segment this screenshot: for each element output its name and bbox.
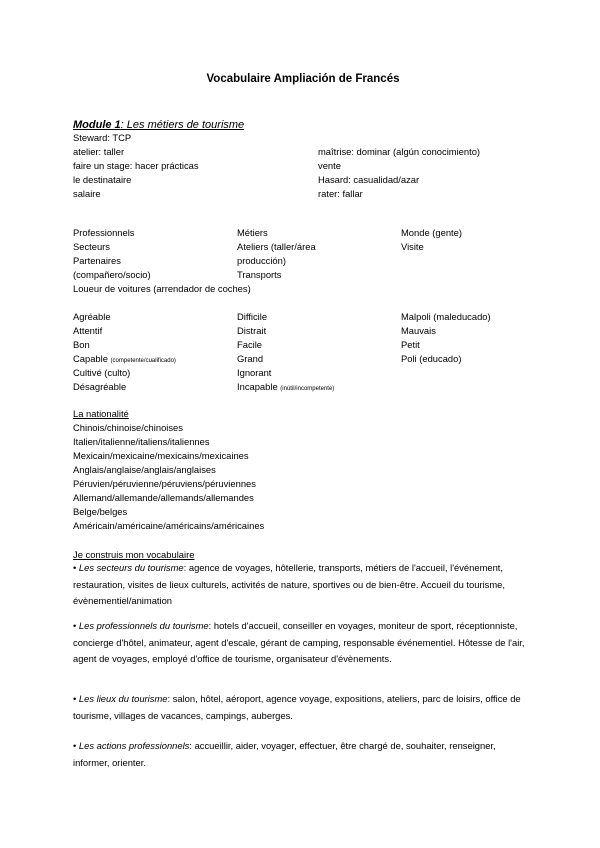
- adjective-item: Distrait: [237, 325, 267, 336]
- noun-item: (compañero/socio): [73, 269, 151, 280]
- adjective-note: (competente/cualificado): [110, 358, 176, 364]
- module-label: Module 1: [73, 119, 121, 131]
- nationalite-item: Chinois/chinoise/chinoises: [73, 422, 183, 433]
- vocab-label: Les secteurs du tourisme: [78, 562, 184, 573]
- vocab-line: atelier: taller: [73, 146, 125, 157]
- nationalite-item: Mexicain/mexicaine/mexicains/mexicaines: [73, 450, 249, 461]
- nouns-col-3: [401, 226, 462, 254]
- adjective-item: [237, 380, 334, 394]
- vocab-heading: Je construis mon vocabulaire: [73, 549, 195, 560]
- adjective-item: Difficile: [237, 311, 268, 322]
- adjectives-col-2: [237, 310, 334, 394]
- vocab-line: Hasard: casualidad/azar: [318, 174, 420, 185]
- nouns-col-1: [73, 226, 251, 296]
- basics-right: [318, 145, 480, 201]
- adjective-item: Attentif: [73, 325, 103, 336]
- adjective-word: Incapable: [237, 381, 278, 392]
- adjective-item: Ignorant: [237, 367, 272, 378]
- vocab-label: Les professionnels du tourisme: [78, 620, 209, 631]
- adjective-item: Grand: [237, 353, 264, 364]
- module-title: : Les métiers de tourisme: [120, 119, 245, 131]
- vocab-text: : hotels d'accueil, conseiller en voyages, moniteur de sport, réceptionniste, concierge d'hôtel, animateur, agent d'escale, gérant de camping, responsable événementiel. Hôtesse de l'air, agent de voyages, employé d'office de tourisme, organisateur d'évènements.: [73, 620, 525, 664]
- noun-item: Transports: [237, 269, 282, 280]
- vocab-line: faire un stage: hacer prácticas: [73, 160, 199, 171]
- adjective-item: Mauvais: [401, 325, 436, 336]
- vocab-line: rater: fallar: [318, 188, 363, 199]
- noun-item: Secteurs: [73, 241, 110, 252]
- noun-full-line: Loueur de voitures (arrendador de coches): [73, 283, 251, 294]
- adjectives-col-3: [401, 310, 491, 366]
- adjective-item: Facile: [237, 339, 263, 350]
- vocab-line: salaire: [73, 188, 101, 199]
- vocab-line: le destinataire: [73, 174, 132, 185]
- vocab-label: Les actions professionnels: [78, 740, 190, 751]
- adjective-item: Malpoli (maleducado): [401, 311, 491, 322]
- noun-item: Ateliers (taller/área: [237, 241, 316, 252]
- noun-item: producción): [237, 255, 286, 266]
- vocab-text: : accueillir, aider, voyager, effectuer, être chargé de, souhaiter, renseigner, informer, orienter.: [73, 740, 496, 768]
- document-title: Vocabulaire Ampliación de Francés: [206, 73, 400, 85]
- nationalite-item: Américain/américaine/américains/américaines: [73, 520, 265, 531]
- nationalite-section: [73, 407, 264, 533]
- noun-item: Partenaires: [73, 255, 121, 266]
- adjective-item: [73, 352, 176, 366]
- nouns-col-2: [237, 226, 316, 282]
- basics-left: [73, 131, 199, 201]
- nationalite-item: Anglais/anglaise/anglais/anglaises: [73, 464, 216, 475]
- adjective-word: Capable: [73, 353, 108, 364]
- vocab-paragraph-professionnels: • Les professionnels du tourisme: hotels d'accueil, conseiller en voyages, moniteur de sport, réceptionniste, concierge d'hôtel, animateur, agent d'escale, gérant de camping, responsable événementiel. Hôtesse de l'air, agent de voyages, employé d'office de tourisme, organisateur d'évènements.: [73, 620, 525, 664]
- adjectives-col-1: [73, 310, 176, 394]
- nationalite-item: Allemand/allemande/allemands/allemandes: [73, 492, 254, 503]
- noun-item: Métiers: [237, 227, 268, 238]
- vocab-paragraph-secteurs: • Les secteurs du tourisme: agence de voyages, hôtellerie, transports, métiers de l'accueil, l'événement, restauration, visites de lieux culturels, activités de nature, sportives ou de bien-être. Accueil du tourisme, évènementiel/animation: [73, 562, 505, 606]
- vocab-paragraph-actions: • Les actions professionnels: accueillir, aider, voyager, effectuer, être chargé de, souhaiter, renseigner, informer, orienter.: [73, 740, 496, 768]
- adjective-item: Petit: [401, 339, 420, 350]
- vocab-line: maîtrise: dominar (algún conocimiento): [318, 146, 481, 157]
- nationalite-item: Péruvien/péruvienne/péruviens/péruviennes: [73, 478, 256, 489]
- noun-item: Professionnels: [73, 227, 135, 238]
- adjective-item: Bon: [73, 339, 90, 350]
- vocab-line: Steward: TCP: [73, 132, 132, 143]
- noun-item: Visite: [401, 241, 424, 252]
- adjective-note: (inútil/incompetente): [280, 386, 335, 392]
- nationalite-heading: La nationalité: [73, 408, 129, 419]
- nationalite-item: Italien/italienne/italiens/italiennes: [73, 436, 210, 447]
- noun-item: Monde (gente): [401, 227, 462, 238]
- module-heading: [73, 118, 244, 132]
- vocab-text: : salon, hôtel, aéroport, agence voyage, expositions, ateliers, parc de loisirs, office de tourisme, villages de vacances, campings, auberges.: [73, 693, 521, 721]
- nationalite-item: Belge/belges: [73, 506, 128, 517]
- adjective-item: Agréable: [73, 311, 111, 322]
- adjective-item: Poli (educado): [401, 353, 462, 364]
- vocab-text: : agence de voyages, hôtellerie, transports, métiers de l'accueil, l'événement, restauration, visites de lieux culturels, activités de nature, sportives ou de bien-être. Accueil du tourisme, évènementiel/animation: [73, 562, 505, 606]
- adjective-item: Désagréable: [73, 381, 127, 392]
- vocab-line: vente: [318, 160, 341, 171]
- adjective-item: Cultivé (culto): [73, 367, 131, 378]
- vocab-paragraph-lieux: • Les lieux du tourisme: salon, hôtel, aéroport, agence voyage, expositions, ateliers, parc de loisirs, office de tourisme, villages de vacances, campings, auberges.: [73, 693, 521, 721]
- vocab-label: Les lieux du tourisme: [78, 693, 168, 704]
